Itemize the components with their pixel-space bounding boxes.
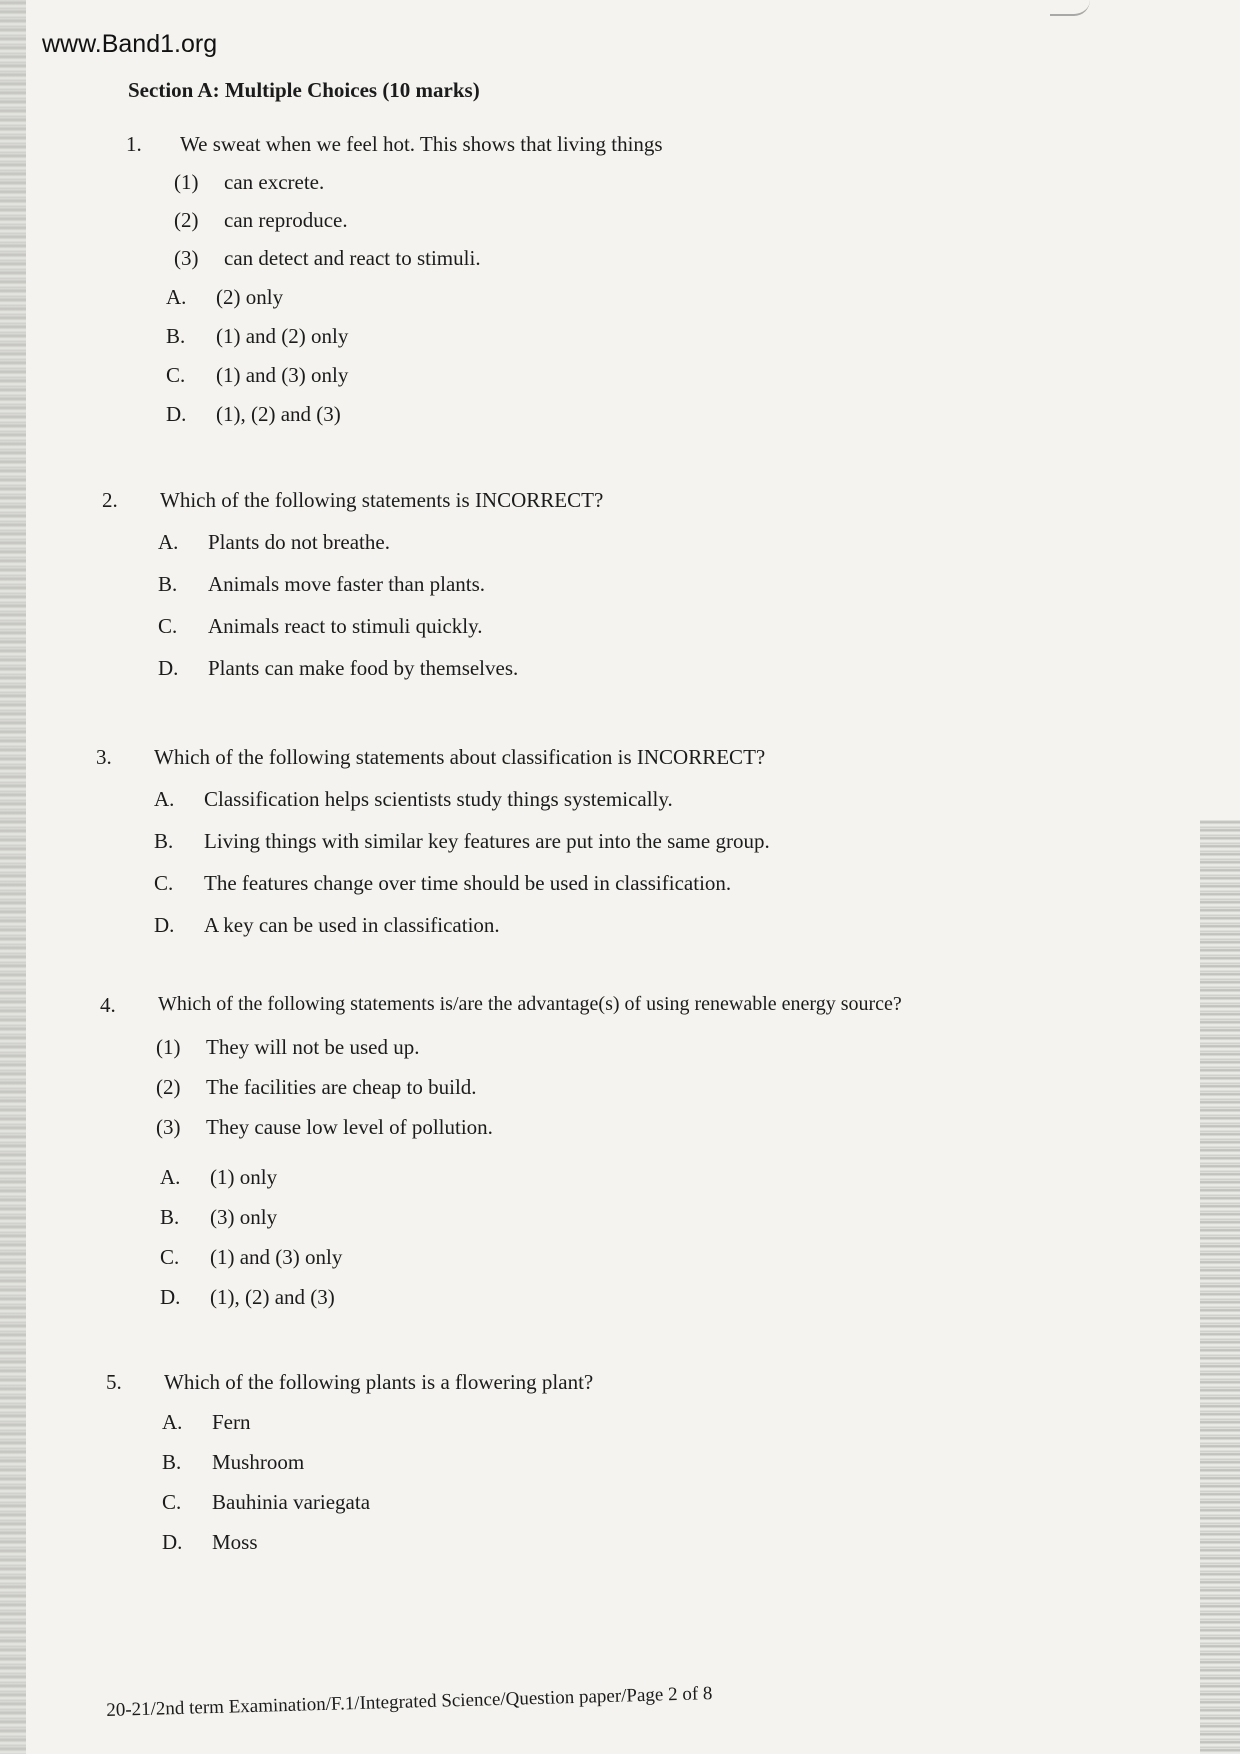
option-text: (1) only: [210, 1165, 278, 1189]
question-text: We sweat when we feel hot. This shows that living things: [180, 132, 663, 156]
option-label: D.: [160, 1285, 181, 1309]
statement-3: [174, 246, 481, 271]
statement-text: can detect and react to stimuli.: [224, 246, 481, 270]
option-label: C.: [166, 363, 186, 387]
option-text: The features change over time should be used in classification.: [204, 871, 732, 895]
option-a: [160, 1165, 277, 1190]
option-text: (3) only: [210, 1205, 278, 1229]
option-label: B.: [166, 324, 186, 348]
option-d: [154, 913, 500, 938]
statement-text: can excrete.: [224, 170, 325, 194]
option-d: [162, 1530, 258, 1555]
option-text: Mushroom: [212, 1450, 305, 1474]
option-label: B.: [158, 572, 178, 596]
option-label: D.: [158, 656, 179, 680]
scanned-page-edge-right: [1200, 820, 1240, 1754]
option-label: A.: [154, 787, 175, 811]
statement-label: (2): [174, 208, 199, 232]
question-3: [96, 745, 1146, 945]
question-number: 3.: [96, 745, 112, 769]
question-5: [106, 1370, 1106, 1570]
statement-1: [156, 1035, 419, 1060]
option-a: [162, 1410, 251, 1435]
option-label: A.: [158, 530, 179, 554]
page-footer: 20-21/2nd term Examination/F.1/Integrated Science/Question paper/Page 2 of 8: [106, 1683, 713, 1721]
question-4: [100, 993, 1150, 1313]
option-text: (1), (2) and (3): [210, 1285, 335, 1309]
option-text: (2) only: [216, 285, 284, 309]
option-label: C.: [162, 1490, 182, 1514]
option-label: B.: [162, 1450, 182, 1474]
option-c: [154, 871, 731, 896]
question-text: Which of the following statements is/are the advantage(s) of using renewable energy source?: [158, 993, 902, 1015]
statement-2: [156, 1075, 477, 1100]
statement-text: They will not be used up.: [206, 1035, 420, 1059]
option-text: (1) and (2) only: [216, 324, 349, 348]
option-c: [160, 1245, 342, 1270]
question-text: Which of the following statements is INCORRECT?: [160, 488, 604, 512]
question-1: [126, 132, 1126, 432]
option-text: Plants do not breathe.: [208, 530, 390, 554]
option-d: [158, 656, 518, 681]
option-a: [154, 787, 673, 812]
option-text: A key can be used in classification.: [204, 913, 500, 937]
option-text: Bauhinia variegata: [212, 1490, 371, 1514]
statement-label: (2): [156, 1075, 181, 1099]
option-label: B.: [160, 1205, 180, 1229]
section-title: Section A: Multiple Choices (10 marks): [128, 78, 480, 102]
question-number: 2.: [102, 488, 118, 512]
question-number: 5.: [106, 1370, 122, 1394]
option-b: [158, 572, 485, 597]
question-2: [102, 488, 1102, 688]
option-d: [160, 1285, 335, 1310]
question-text: Which of the following plants is a flowering plant?: [164, 1370, 594, 1394]
option-a: [166, 285, 283, 310]
option-text: Animals react to stimuli quickly.: [208, 614, 483, 638]
statement-label: (3): [174, 246, 199, 270]
statement-text: The facilities are cheap to build.: [206, 1075, 477, 1099]
option-c: [166, 363, 348, 388]
option-text: Moss: [212, 1530, 258, 1554]
option-label: A.: [166, 285, 187, 309]
statement-1: [174, 170, 324, 195]
option-text: (1) and (3) only: [210, 1245, 343, 1269]
statement-label: (1): [156, 1035, 181, 1059]
option-text: Living things with similar key features are put into the same group.: [204, 829, 770, 853]
option-d: [166, 402, 341, 427]
question-text: Which of the following statements about classification is INCORRECT?: [154, 745, 766, 769]
statement-label: (1): [174, 170, 199, 194]
option-label: C.: [158, 614, 178, 638]
question-number: 4.: [100, 993, 116, 1017]
option-label: A.: [162, 1410, 183, 1434]
option-text: Plants can make food by themselves.: [208, 656, 519, 680]
statement-2: [174, 208, 348, 233]
option-text: Fern: [212, 1410, 251, 1434]
option-b: [166, 324, 348, 349]
option-text: (1) and (3) only: [216, 363, 349, 387]
option-label: A.: [160, 1165, 181, 1189]
scanned-page-edge-left: [0, 0, 26, 1754]
option-label: C.: [160, 1245, 180, 1269]
option-label: B.: [154, 829, 174, 853]
option-text: Animals move faster than plants.: [208, 572, 486, 596]
option-label: D.: [166, 402, 187, 426]
statement-label: (3): [156, 1115, 181, 1139]
option-a: [158, 530, 390, 555]
option-label: C.: [154, 871, 174, 895]
option-c: [158, 614, 483, 639]
option-text: Classification helps scientists study things systemically.: [204, 787, 673, 811]
pen-mark: [1050, 0, 1090, 16]
watermark-url: www.Band1.org: [42, 30, 218, 58]
option-b: [160, 1205, 277, 1230]
option-label: D.: [154, 913, 175, 937]
option-text: (1), (2) and (3): [216, 402, 341, 426]
option-b: [162, 1450, 304, 1475]
option-b: [154, 829, 770, 854]
statement-3: [156, 1115, 493, 1140]
option-label: D.: [162, 1530, 183, 1554]
statement-text: They cause low level of pollution.: [206, 1115, 493, 1139]
option-c: [162, 1490, 370, 1515]
question-number: 1.: [126, 132, 142, 156]
statement-text: can reproduce.: [224, 208, 348, 232]
